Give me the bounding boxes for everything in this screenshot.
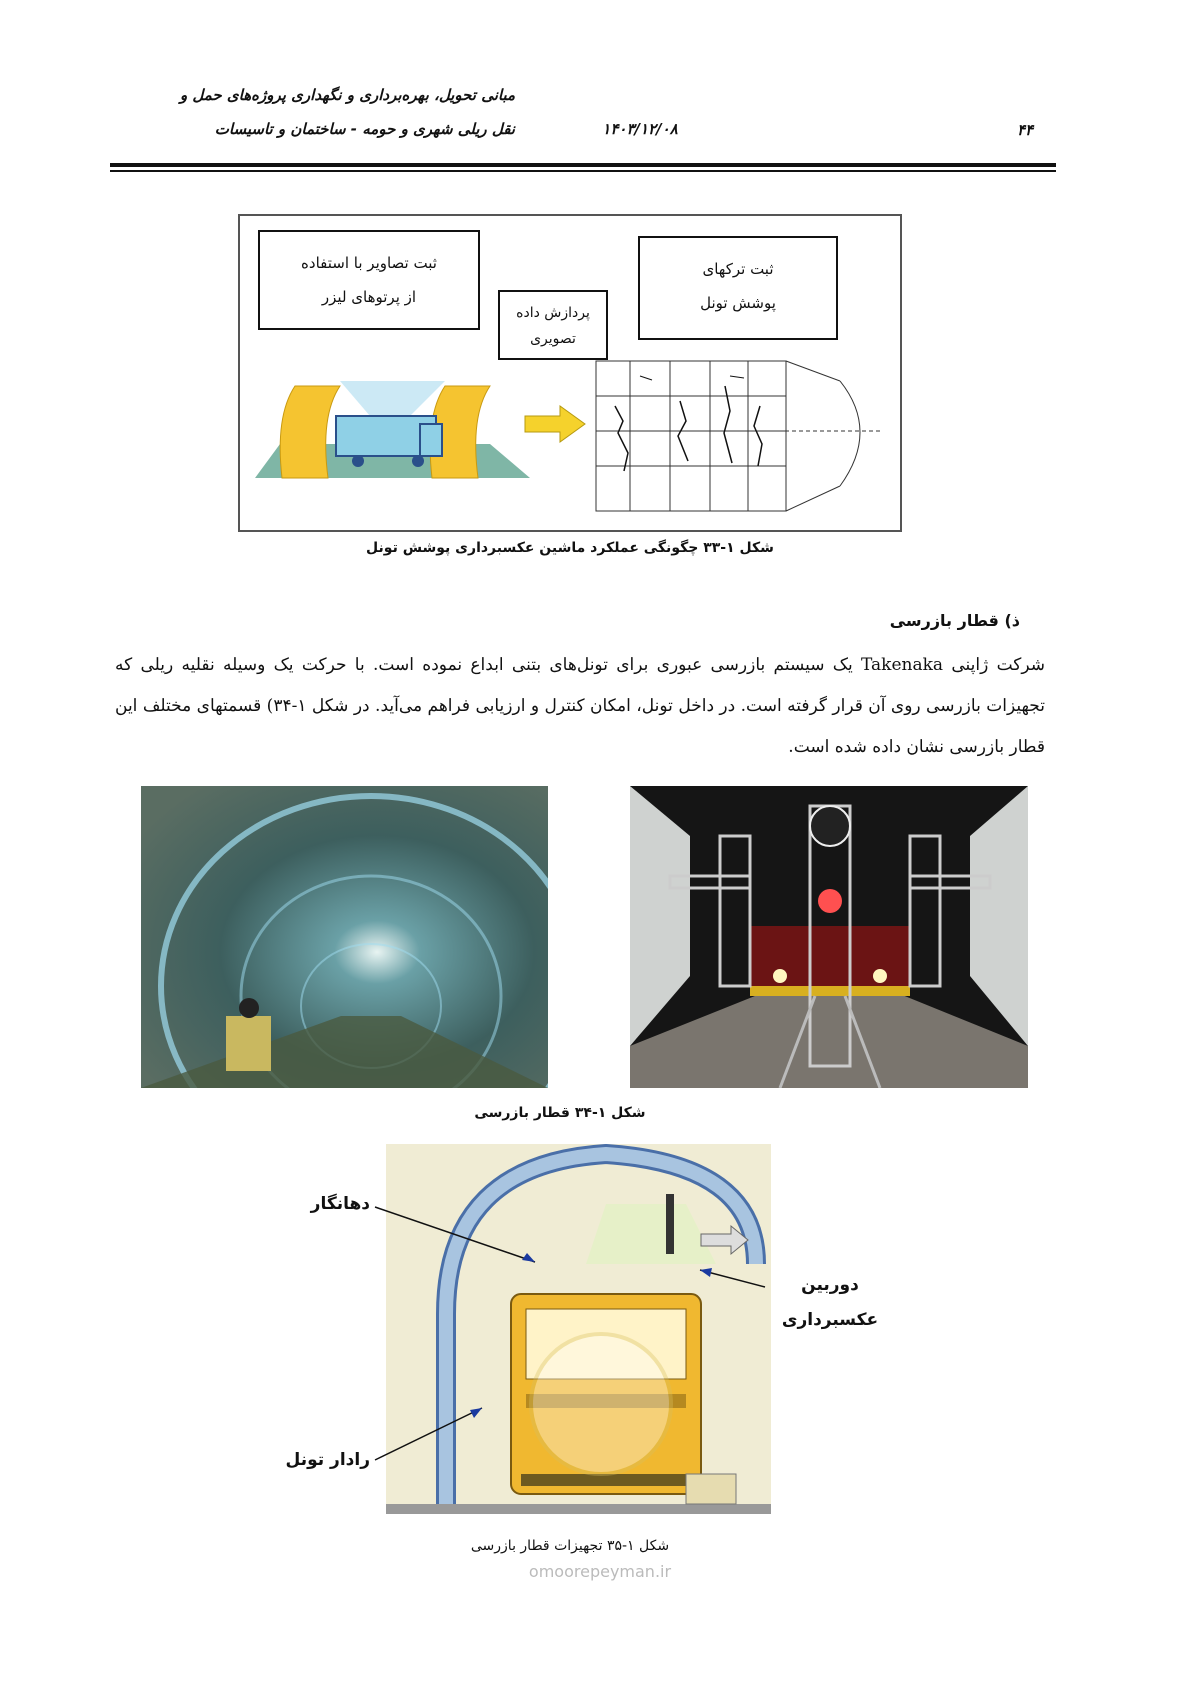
figure-33-caption: شکل ۱-۳۳ چگونگی عملکرد ماشین عکسبرداری پوشش تونل [366,540,774,556]
label-headlight: دهانگار [310,1194,370,1214]
header-title-line1: مبانی تحویل، بهره‌برداری و نگهداری پروژه‌های حمل و [179,86,515,104]
section-title: ذ) قطار بازرسی [889,611,1020,630]
box-laser-text-2: از پرتوهای لیزر [321,288,417,306]
box-process-text-1: پردازش داده [516,305,590,321]
header-title-line2: نقل ریلی شهری و حومه - ساختمان و تاسیسات [214,120,515,138]
figure-35-caption: شکل ۱-۳۵ تجهیزات قطار بازرسی [470,1538,670,1554]
box-laser-text-1: ثبت تصاویر با استفاده [301,254,437,272]
figure-34-caption: شکل ۱-۳۴ قطار بازرسی [474,1105,646,1121]
label-radar: رادار تونل [285,1450,370,1470]
page-number: ۴۴ [1016,121,1034,139]
box-process-text-2: تصویری [530,331,576,347]
watermark-text: omoorepeyman.ir [528,1562,672,1581]
box-cracks-text-1: ثبت ترکهای [702,260,774,278]
header-date: ۱۴۰۳/۱۲/۰۸ [602,120,678,138]
label-camera-2: عکسبرداری [781,1310,879,1330]
box-cracks-text-2: پوشش تونل [700,294,776,312]
section-paragraph: شرکت ژاپنی Takenaka یک سیستم بازرسی عبوری برای تونل‌های بتنی ابداع نموده است. با حرکت یک وسیله نقلیه ریلی که تجهیزات بازرسی روی آن قرار گرفته است. در داخل تونل، امکان کنترل و ارزیابی فراهم می‌آید. در شکل ۱-۳۴) قسمتهای مختلف این قطار بازرسی نشان داده شده است. [115,655,1045,757]
label-camera-1: دوربین [801,1275,859,1295]
